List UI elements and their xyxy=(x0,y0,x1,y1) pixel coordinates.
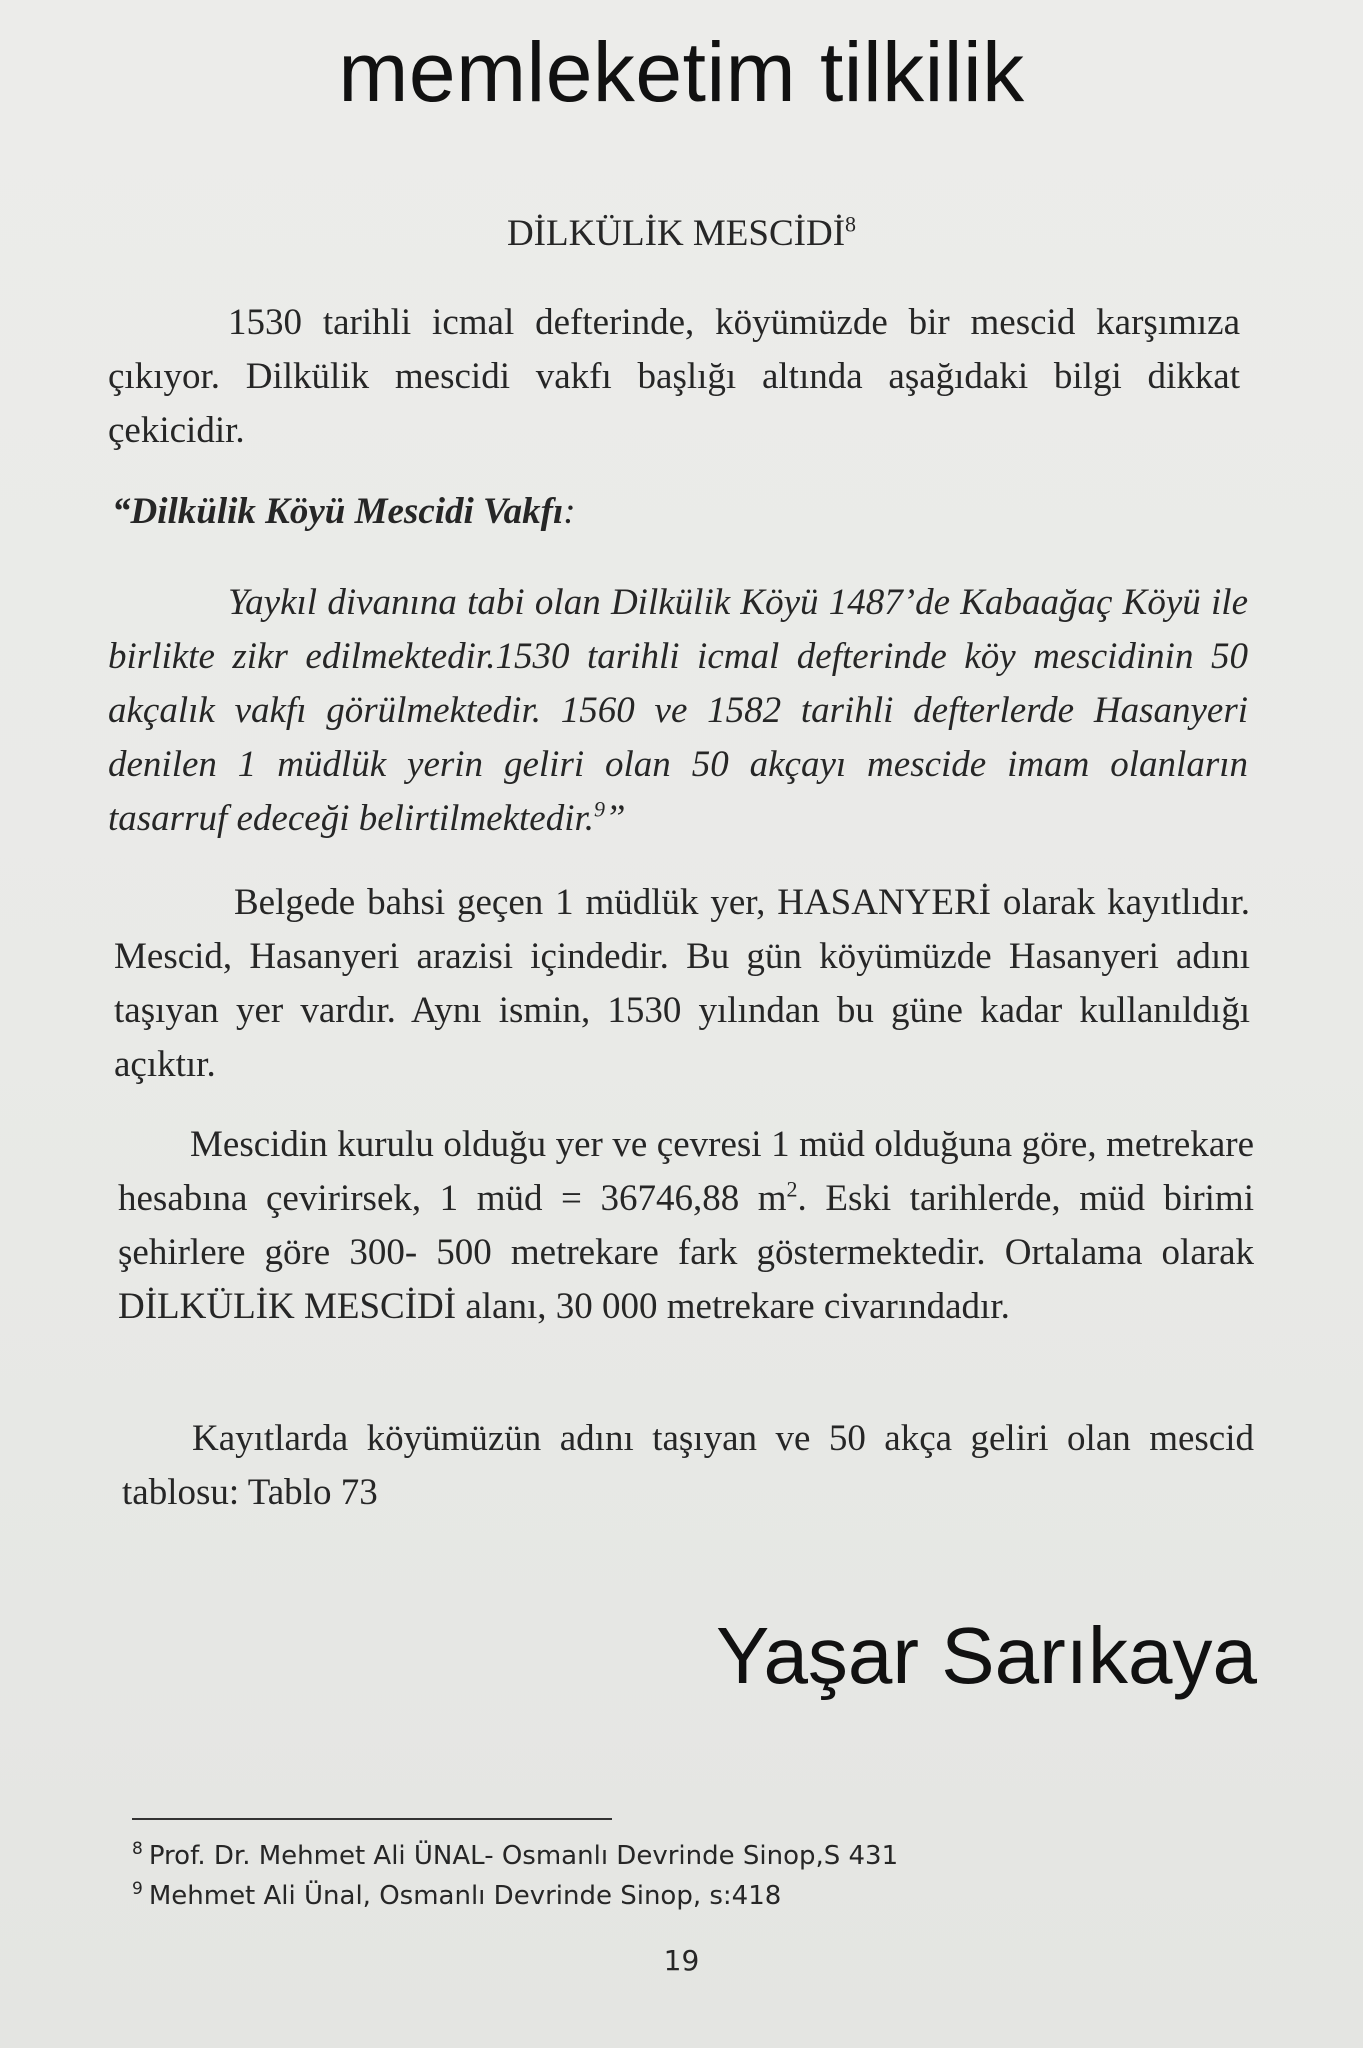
area-superscript: 2 xyxy=(786,1176,798,1202)
vakif-title-colon: : xyxy=(563,491,576,532)
section-heading-text: DİLKÜLİK MESCİDİ xyxy=(506,213,846,254)
vakif-title xyxy=(112,490,576,533)
section-heading xyxy=(0,212,1363,255)
footnote-item xyxy=(132,1876,898,1916)
footnotes xyxy=(132,1836,898,1916)
quote-text: Yaykıl divanına tabi olan Dilkülik Köyü 1487’de Kabaağaç Köyü ile birlikte zikr edilmektedir.1530 tarihli icmal defterinde köy mescidinin 50 akçalık vakfı görülmektedir. 1560 ve 1582 tarihli defterlerde Hasanyeri denilen 1 müdlük yerin geliri olan 50 akçayı mescide imam olanların tasarruf edeceği belirtilmektedir. xyxy=(108,582,1248,839)
quote-footnote-ref: 9 xyxy=(594,796,606,822)
footnote-text: Prof. Dr. Mehmet Ali ÜNAL- Osmanlı Devrinde Sinop,S 431 xyxy=(148,1841,899,1871)
area-text-part2: . Eski tarihlerde, müd birimi şehirlere göre 300- 500 metrekare fark göstermektedir. Ortalama olarak DİLKÜLİK MESCİDİ alanı, 30 000 metrekare civarındadır. xyxy=(118,1178,1254,1327)
intro-paragraph: 1530 tarihli icmal defterinde, köyümüzde bir mescid karşımıza çıkıyor. Dilkülik mescidi vakfı başlığı altında aşağıdaki bilgi dikkat çekicidir. xyxy=(108,302,1240,451)
footnote-number: 9 xyxy=(132,1879,143,1900)
footnote-item xyxy=(132,1836,898,1876)
hasanyeri-paragraph: Belgede bahsi geçen 1 müdlük yer, HASANYERİ olarak kayıtlıdır. Mescid, Hasanyeri arazisi içindedir. Bu gün köyümüzde Hasanyeri adını taşıyan yer vardır. Aynı ismin, 1530 yılından bu güne kadar kullanıldığı açıktır. xyxy=(114,882,1250,1085)
heading-footnote-ref: 8 xyxy=(845,211,857,237)
footnote-text: Mehmet Ali Ünal, Osmanlı Devrinde Sinop, s:418 xyxy=(148,1881,782,1911)
footnote-divider xyxy=(132,1818,612,1820)
quote-close-mark: ” xyxy=(605,798,626,839)
table-reference-paragraph: Kayıtlarda köyümüzün adını taşıyan ve 50 akça geliri olan mescid tablosu: Tablo 73 xyxy=(122,1418,1254,1513)
area-paragraph xyxy=(118,1118,1254,1334)
area-text-part1: Mescidin kurulu olduğu yer ve çevresi 1 müd olduğuna göre, metrekare hesabına çevirirsek, 1 müd = 36746,88 m xyxy=(118,1124,1254,1219)
vakif-title-text: “Dilkülik Köyü Mescidi Vakfı xyxy=(112,491,564,532)
quote-paragraph xyxy=(108,576,1248,846)
author-signature: Yaşar Sarıkaya xyxy=(716,1611,1257,1700)
overlay-title: memleketim tilkilik xyxy=(338,25,1025,119)
page-number: 19 xyxy=(663,1944,700,1977)
footnote-number: 8 xyxy=(132,1839,143,1860)
